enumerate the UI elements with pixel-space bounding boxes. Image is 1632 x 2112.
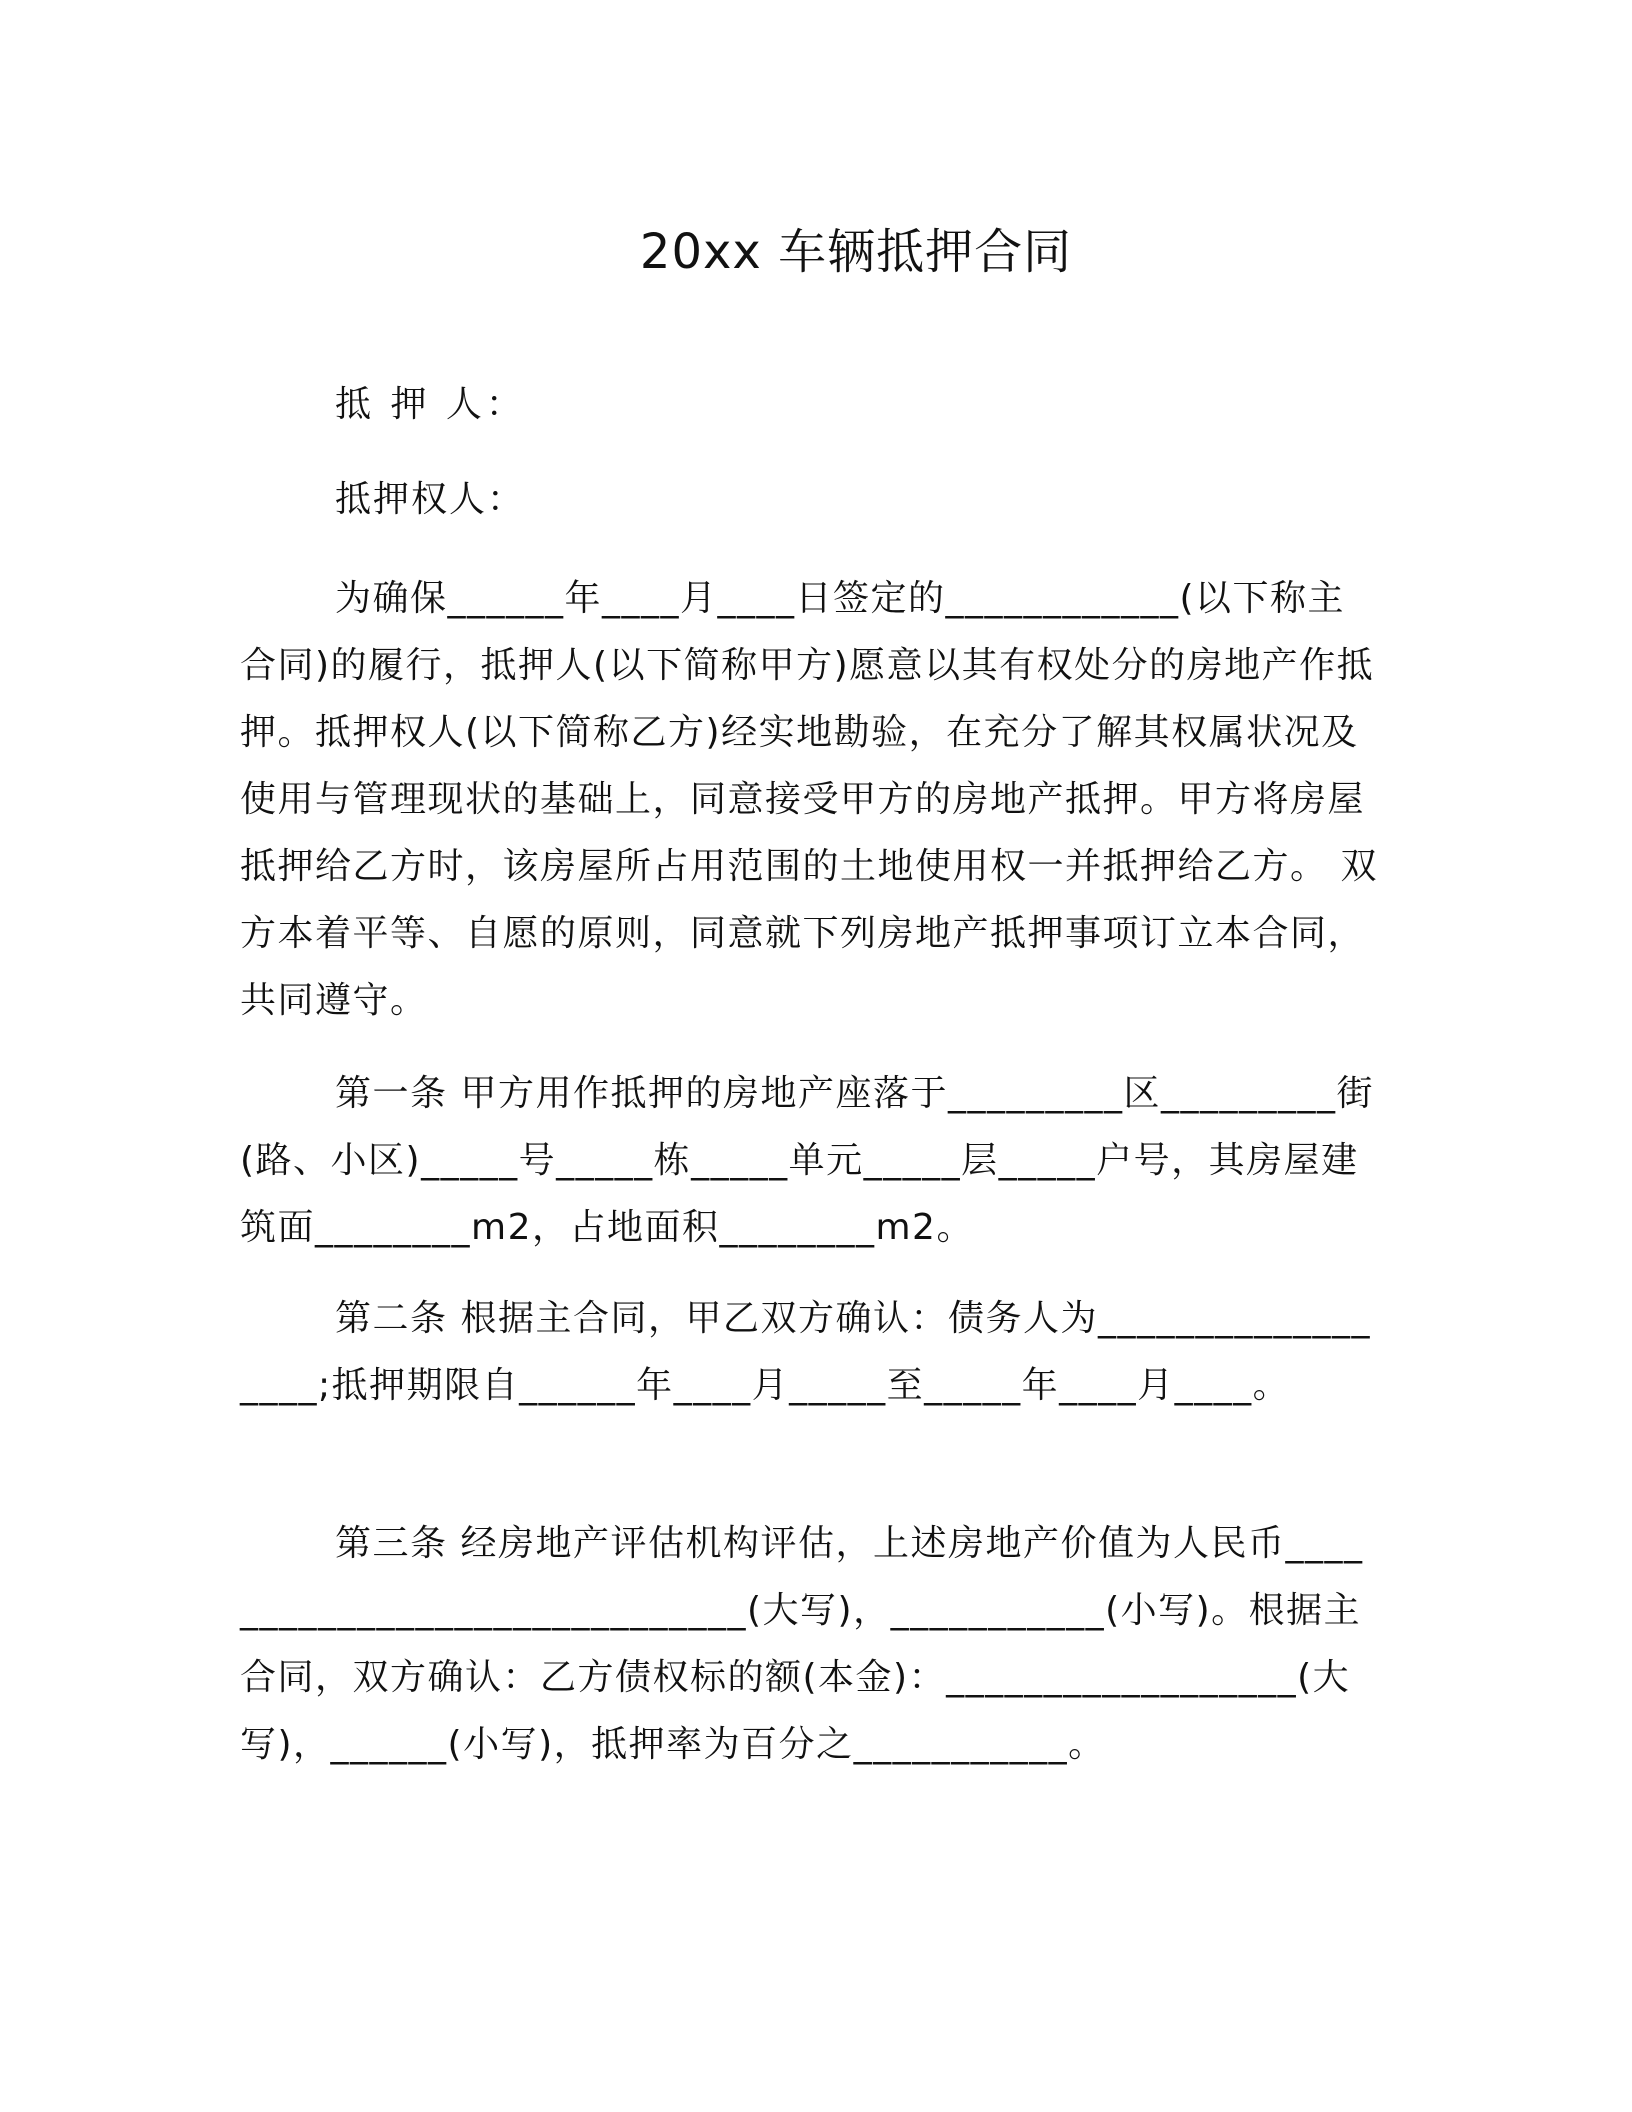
intro-paragraph: 为确保______年____月____日签定的____________(以下称主合同)的履行，抵押人(以下简称甲方)愿意以其有权处分的房地产作抵押。抵押权人(以下简称乙方)经实地勘验，在充分了解其权属状况及使用与管理现状的基础上，同意接受甲方的房地产抵押。甲方将房屋抵押给乙方时，该房屋所占用范围的土地使用权一并抵押给乙方。 双方本着平等、自愿的原则，同意就下列房地产抵押事项订立本合同，共同遵守。 [240, 578, 1378, 1021]
mortgagor-label: 抵 押 人： [335, 384, 526, 425]
article-2-block [240, 1285, 1380, 1419]
article-2-paragraph: 第二条 根据主合同，甲乙双方确认：债务人为__________________;抵押期限自______年____月_____至_____年____月____。 [240, 1298, 1371, 1406]
intro-paragraph-block [240, 565, 1380, 1034]
article-1-block [240, 1060, 1380, 1261]
article-1-paragraph: 第一条 甲方用作抵押的房地产座落于_________区_________街(路、小区)_____号_____栋_____单元_____层_____户号，其房屋建筑面________m2，占地面积________m2。 [240, 1073, 1374, 1248]
article-3-paragraph: 第三条 经房地产评估机构评估，上述房地产价值为人民币______________________________(大写)，___________(小写)。根据主合同，双方确认：乙方债权标的额(本金)：__________________(大写)，______(小写)，抵押率为百分之___________。 [240, 1523, 1364, 1765]
article-3-block [240, 1510, 1380, 1778]
document-title: 20xx 车辆抵押合同 [639, 224, 1073, 280]
mortgagee-label: 抵押权人： [335, 479, 526, 520]
